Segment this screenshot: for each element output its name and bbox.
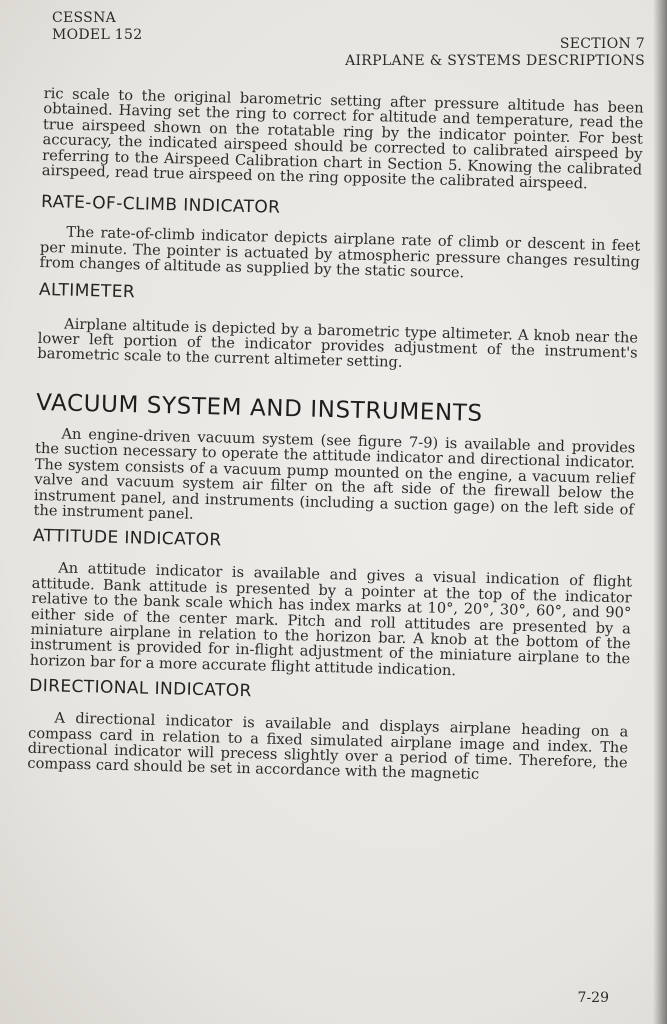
vacuum-system-text: An engine-driven vacuum system (see figure 7-9) is available and provides the suction necessary to operate the attitude indicator and directional indicator. The system consists of a vacuum pump mounted on the engine, a vacuum relief valve and vacuum system air filter on the aft side of the firewall below the instrument panel, and instruments (including a suction gage) on the left side of the instrument panel. <box>33 425 636 523</box>
page-body <box>27 84 644 786</box>
header-model: MODEL 152 <box>52 27 143 43</box>
header-section-title: AIRPLANE & SYSTEMS DESCRIPTIONS <box>345 53 645 69</box>
altimeter-text: Airplane altitude is depicted by a barometric type altimeter. A knob near the lower left portion of the indicator provides adjustment of the instrument's barometric scale to the current altimeter setting. <box>37 315 639 372</box>
header-right <box>345 36 645 70</box>
directional-indicator-text: A directional indicator is available and displays airplane heading on a compass card in relation to a fixed simulated airplane image and index. The directional indicator will precess slightly over a period of time. Therefore, the compass card should be set in accordance with the magnetic <box>27 709 629 784</box>
vacuum-system-heading: VACUUM SYSTEM AND INSTRUMENTS <box>35 389 483 427</box>
attitude-indicator-text: An attitude indicator is available and gives a visual indication of flight attitude. Bank attitude is presented by a pointer at the top of the indicator relative to the bank scale which has index marks at 10°, 20°, 30°, 60°, and 90° either side of the center mark. Pitch and roll attitudes are presented by a miniature airplane in relation to the horizon bar. A knob at the bottom of the instrument is provided for in-flight adjustment of the miniature airplane to the horizon bar for a more accurate flight attitude indication. <box>29 559 633 679</box>
header-section: SECTION 7 <box>559 36 645 52</box>
attitude-indicator-heading: ATTITUDE INDICATOR <box>32 526 222 551</box>
intro-paragraph: ric scale to the original barometric setting after pressure altitude has been obtained. Having set the ring to correct for altitude and temperature, read the true airspeed shown on the rotatable ring by the indicator pointer. For best accuracy, the indicated airspeed should be corrected to calibrated airspeed by referring to the Airspeed Calibration chart in Section 5. Knowing the calibrated airspeed, read true airspeed on the ring opposite the calibrated airspeed. <box>41 84 644 193</box>
header-left <box>52 10 142 44</box>
rate-of-climb-heading: RATE-OF-CLIMB INDICATOR <box>40 192 281 219</box>
directional-indicator-heading: DIRECTIONAL INDICATOR <box>29 675 252 702</box>
page-number: 7-29 <box>577 990 609 1006</box>
header-make: CESSNA <box>52 10 117 26</box>
rate-of-climb-text: The rate-of-climb indicator depicts airplane rate of climb or descent in feet per minute. The pointer is actuated by atmospheric pressure changes resulting from changes of altitude as supplied by the static source. <box>39 224 641 282</box>
altimeter-heading: ALTIMETER <box>38 279 136 302</box>
